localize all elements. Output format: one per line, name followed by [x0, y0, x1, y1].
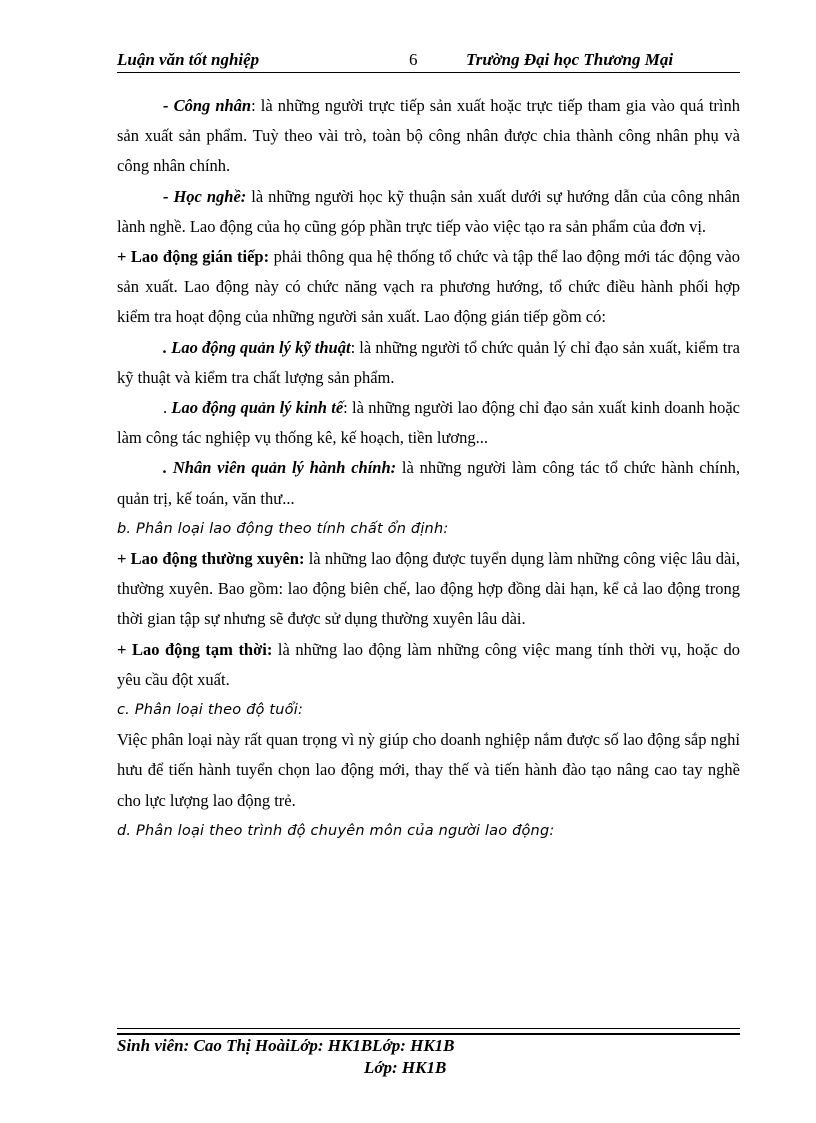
- text-thuong-xuyen: là những lao động được tuyển dụng làm những công việc lâu dài, thường xuyên. Bao gồm: lao động biên chế, lao động hợp đồng dài hạn, kể cả lao động trong thời gian tập sự nhưng sẽ được sử dụng thường xuyên lâu dài.: [117, 549, 740, 629]
- paragraph-quan-ly-ky-thuat: [117, 333, 740, 393]
- text-quan-ly-ky-thuat: : là những người tổ chức quản lý chỉ đạo sản xuất, kiểm tra kỹ thuật và kiểm tra chất lượng sản phẩm.: [117, 337, 740, 387]
- paragraph-cong-nhan: [117, 91, 740, 182]
- term-cong-nhan: - Công nhân: [163, 96, 252, 115]
- heading-d: d. Phân loại theo trình độ chuyên môn của người lao động:: [117, 822, 555, 839]
- term-lao-dong-gian-tiep: + Lao động gián tiếp:: [117, 247, 270, 267]
- term-thuong-xuyen: + Lao động thường xuyên:: [117, 549, 305, 569]
- document-body: [117, 91, 740, 846]
- footer-class-line: Lớp: HK1B: [364, 1058, 447, 1077]
- term-quan-ly-ky-thuat: . Lao động quản lý kỹ thuật: [163, 337, 351, 357]
- footer-double-rule: [117, 1028, 740, 1035]
- text-quan-ly-kinh-te: : là những người lao động chỉ đạo sản xuất kinh doanh hoặc làm công tác nghiệp vụ thống kê, kế hoạch, tiền lương...: [117, 398, 740, 448]
- header-rule: [117, 72, 740, 73]
- paragraph-do-tuoi: Việc phân loại này rất quan trọng vì nỳ giúp cho doanh nghiệp nắm được số lao động sắp nghỉ hưu để tiến hành tuyển chọn lao động mới, thay thế và tiến hành đào tạo nâng cao tay nghề cho lực lượng lao động trẻ.: [117, 730, 740, 810]
- paragraph-hoc-nghe: [117, 182, 740, 242]
- term-hoc-nghe: - Học nghề:: [163, 186, 247, 206]
- bullet-dot: .: [163, 398, 172, 418]
- paragraph-tam-thoi: [117, 635, 740, 695]
- text-lao-dong-gian-tiep: phải thông qua hệ thống tổ chức và tập thể lao động mới tác động vào sản xuất. Lao động này có chức năng vạch ra phương hướng, tổ chức điều hành phối hợp kiểm tra hoạt động của những người sản xuất. Lao động gián tiếp gồm có:: [117, 247, 740, 327]
- text-hoc-nghe: là những người học kỹ thuận sản xuất dưới sự hướng dẫn của công nhân lành nghề. Lao động của họ cũng góp phần trực tiếp vào việc tạo ra sản phẩm của đơn vị.: [117, 186, 741, 236]
- heading-c: c. Phân loại theo độ tuổi:: [117, 702, 304, 719]
- header-thesis-title: Luận văn tốt nghiệp: [117, 50, 260, 69]
- paragraph-nhan-vien-hanh-chinh: [117, 453, 740, 513]
- text-tam-thoi: là những lao động làm những công việc mang tính thời vụ, hoặc do yêu cầu đột xuất.: [117, 639, 740, 689]
- page-number: 6: [409, 50, 418, 69]
- paragraph-lao-dong-gian-tiep: [117, 242, 740, 333]
- heading-b: b. Phân loại lao động theo tính chất ổn định:: [117, 520, 449, 537]
- text-cong-nhan: : là những người trực tiếp sản xuất hoặc trực tiếp tham gia vào quá trình sản xuất sản phẩm. Tuỳ theo vài trò, toàn bộ công nhân được chia thành công nhân phụ và công nhân chính.: [117, 96, 740, 176]
- page-header: [117, 50, 740, 70]
- footer-student-line: Sinh viên: Cao Thị HoàiLớp: HK1BLớp: HK1B: [117, 1036, 455, 1055]
- term-quan-ly-kinh-te: Lao động quản lý kinh tế: [171, 398, 344, 418]
- term-nhan-vien-hanh-chinh: . Nhân viên quản lý hành chính:: [163, 458, 397, 478]
- term-tam-thoi: + Lao động tạm thời:: [117, 639, 273, 659]
- paragraph-thuong-xuyen: [117, 544, 740, 635]
- text-nhan-vien-hanh-chinh: là những người làm công tác tổ chức hành chính, quản trị, kế toán, văn thư...: [117, 458, 740, 508]
- paragraph-quan-ly-kinh-te: [117, 393, 740, 453]
- header-university: Trường Đại học Thương Mại: [466, 50, 674, 69]
